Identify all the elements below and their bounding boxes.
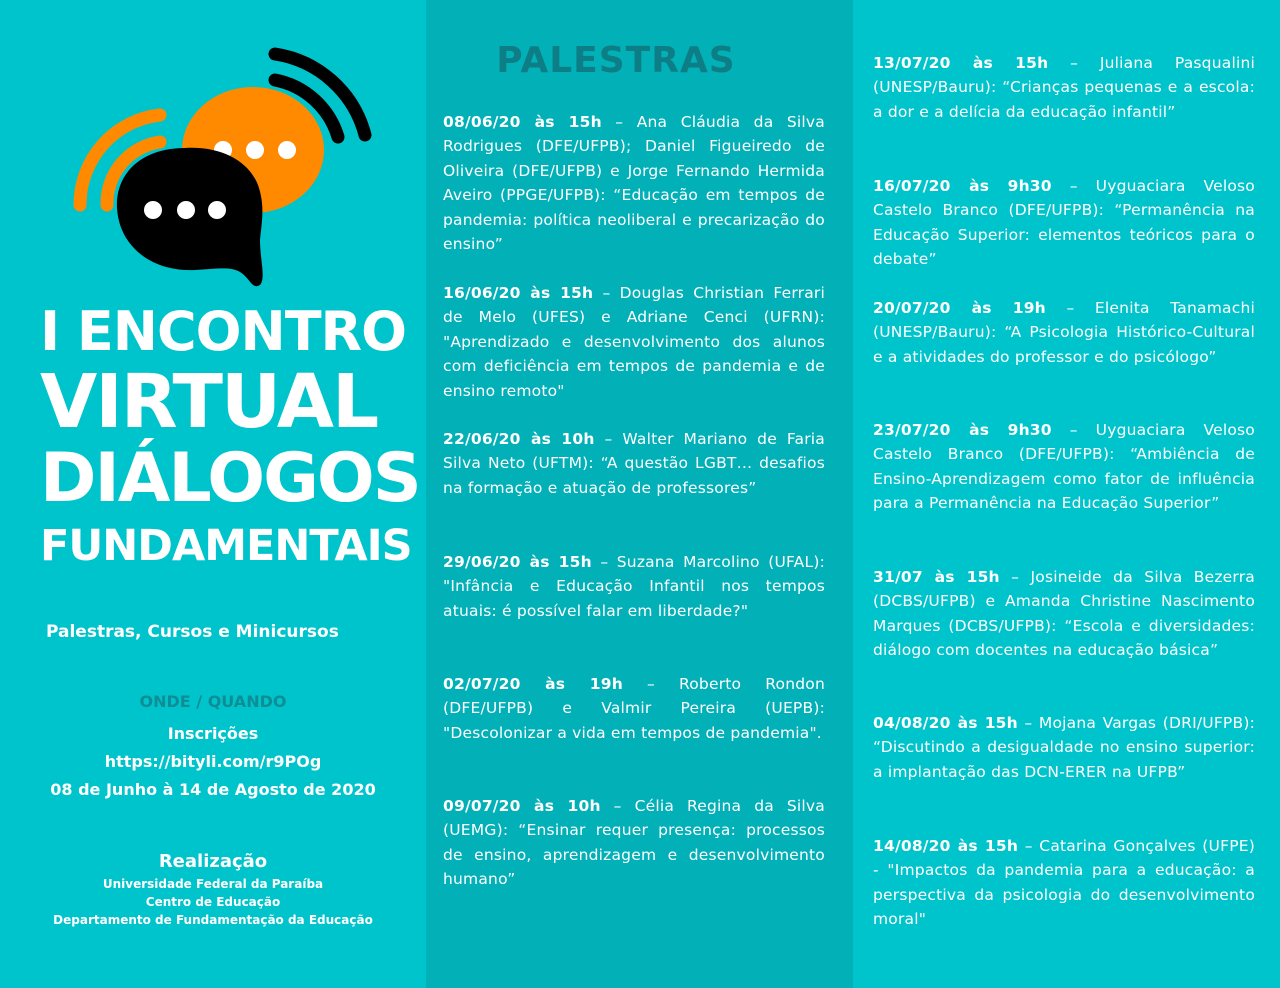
section-title-palestras: PALESTRAS	[496, 40, 736, 81]
talk-item	[443, 550, 825, 623]
event-title	[40, 300, 420, 575]
talk-description: – Juliana Pasqualini (UNESP/Bauru): “Crianças pequenas e a escola: a dor e a delícia da educação infantil”	[873, 54, 1255, 121]
talk-date: 16/06/20 às 15h	[443, 284, 594, 302]
talk-date: 22/06/20 às 10h	[443, 430, 595, 448]
event-title-line-2: VIRTUAL	[40, 359, 378, 445]
talk-description: – Walter Mariano de Faria Silva Neto (UFTM): “A questão LGBT… desafios na formação e atuação de professores”	[443, 430, 825, 497]
talk-item	[873, 834, 1255, 932]
talk-date: 16/07/20 às 9h30	[873, 177, 1052, 195]
talk-item	[873, 51, 1255, 124]
talk-description: – Roberto Rondon (DFE/UFPB) e Valmir Pereira (UEPB): "Descolonizar a vida em tempos de pandemia".	[443, 675, 825, 742]
talk-description: – Suzana Marcolino (UFAL): "Infância e Educação Infantil nos tempos atuais: é possível falar em liberdade?"	[443, 553, 825, 620]
organizers-heading: Realização	[158, 851, 268, 872]
talk-item	[443, 794, 825, 892]
talk-item	[443, 281, 825, 403]
talk-item	[873, 296, 1255, 369]
organizer-department: Departamento de Fundamentação da Educação	[53, 913, 373, 927]
organizer-university: Universidade Federal da Paraíba	[102, 877, 324, 891]
talk-item	[873, 711, 1255, 784]
registration-link[interactable]: https://bityli.com/r9POg	[104, 752, 322, 771]
event-title-line-1: I ENCONTRO	[40, 300, 407, 363]
talk-item	[443, 110, 825, 256]
talk-description: – Josineide da Silva Bezerra (DCBS/UFPB) e Amanda Christine Nascimento Marques (DCBS/UFPB): “Escola e diversidades: diálogo com docentes na educação básica”	[873, 568, 1255, 660]
talk-date: 13/07/20 às 15h	[873, 54, 1049, 72]
event-title-line-3: DIÁLOGOS	[40, 439, 420, 518]
talk-date: 29/06/20 às 15h	[443, 553, 592, 571]
talk-date: 08/06/20 às 15h	[443, 113, 602, 131]
talk-item	[443, 672, 825, 745]
event-title-line-4: FUNDAMENTAIS	[40, 521, 412, 571]
talk-description: – Uyguaciara Veloso Castelo Branco (DFE/UFPB): “Permanência na Educação Superior: elementos teóricos para o debate”	[873, 177, 1255, 269]
talk-description: – Elenita Tanamachi (UNESP/Bauru): “A Psicologia Histórico-Cultural e a atividades do professor e do psicólogo”	[873, 299, 1255, 366]
talk-date: 02/07/20 às 19h	[443, 675, 623, 693]
talk-date: 04/08/20 às 15h	[873, 714, 1018, 732]
talk-date: 31/07 às 15h	[873, 568, 1000, 586]
talk-item	[873, 418, 1255, 516]
talk-description: – Mojana Vargas (DRI/UFPB): “Discutindo a desigualdade no ensino superior: a implantação das DCN-ERER na UFPB”	[873, 714, 1255, 781]
talk-item	[873, 565, 1255, 663]
talk-date: 09/07/20 às 10h	[443, 797, 601, 815]
talk-date: 20/07/20 às 19h	[873, 299, 1046, 317]
event-dates: 08 de Junho à 14 de Agosto de 2020	[50, 780, 376, 799]
where-when-heading: ONDE / QUANDO	[139, 692, 287, 711]
talk-description: – Ana Cláudia da Silva Rodrigues (DFE/UFPB); Daniel Figueiredo de Oliveira (DFE/UFPB) e Jorge Fernando Hermida Aveiro (PPGE/UFPB): “Educação em tempos de pandemia: política neoliberal e precarização do ensino”	[443, 113, 825, 254]
registration-label: Inscrições	[167, 724, 259, 743]
talk-description: – Uyguaciara Veloso Castelo Branco (DFE/UFPB): “Ambiência de Ensino-Aprendizagem como fator de influência para a Permanência na Educação Superior”	[873, 421, 1255, 513]
event-subtitle: Palestras, Cursos e Minicursos	[46, 622, 339, 642]
speech-bubbles-logo-icon	[60, 40, 380, 300]
talk-item	[443, 427, 825, 500]
talk-item	[873, 174, 1255, 272]
talk-description: – Catarina Gonçalves (UFPE) - "Impactos da pandemia para a educação: a perspectiva da psicologia do desenvolvimento moral"	[873, 837, 1255, 929]
talk-description: – Célia Regina da Silva (UEMG): “Ensinar requer presença: processos de ensino, aprendizagem e desenvolvimento humano”	[443, 797, 825, 889]
talk-date: 23/07/20 às 9h30	[873, 421, 1052, 439]
talk-description: – Douglas Christian Ferrari de Melo (UFES) e Adriane Cenci (UFRN): "Aprendizado e desenvolvimento dos alunos com deficiência em tempos de pandemia e de ensino remoto"	[443, 284, 825, 400]
organizer-center: Centro de Educação	[145, 895, 281, 909]
talk-date: 14/08/20 às 15h	[873, 837, 1019, 855]
